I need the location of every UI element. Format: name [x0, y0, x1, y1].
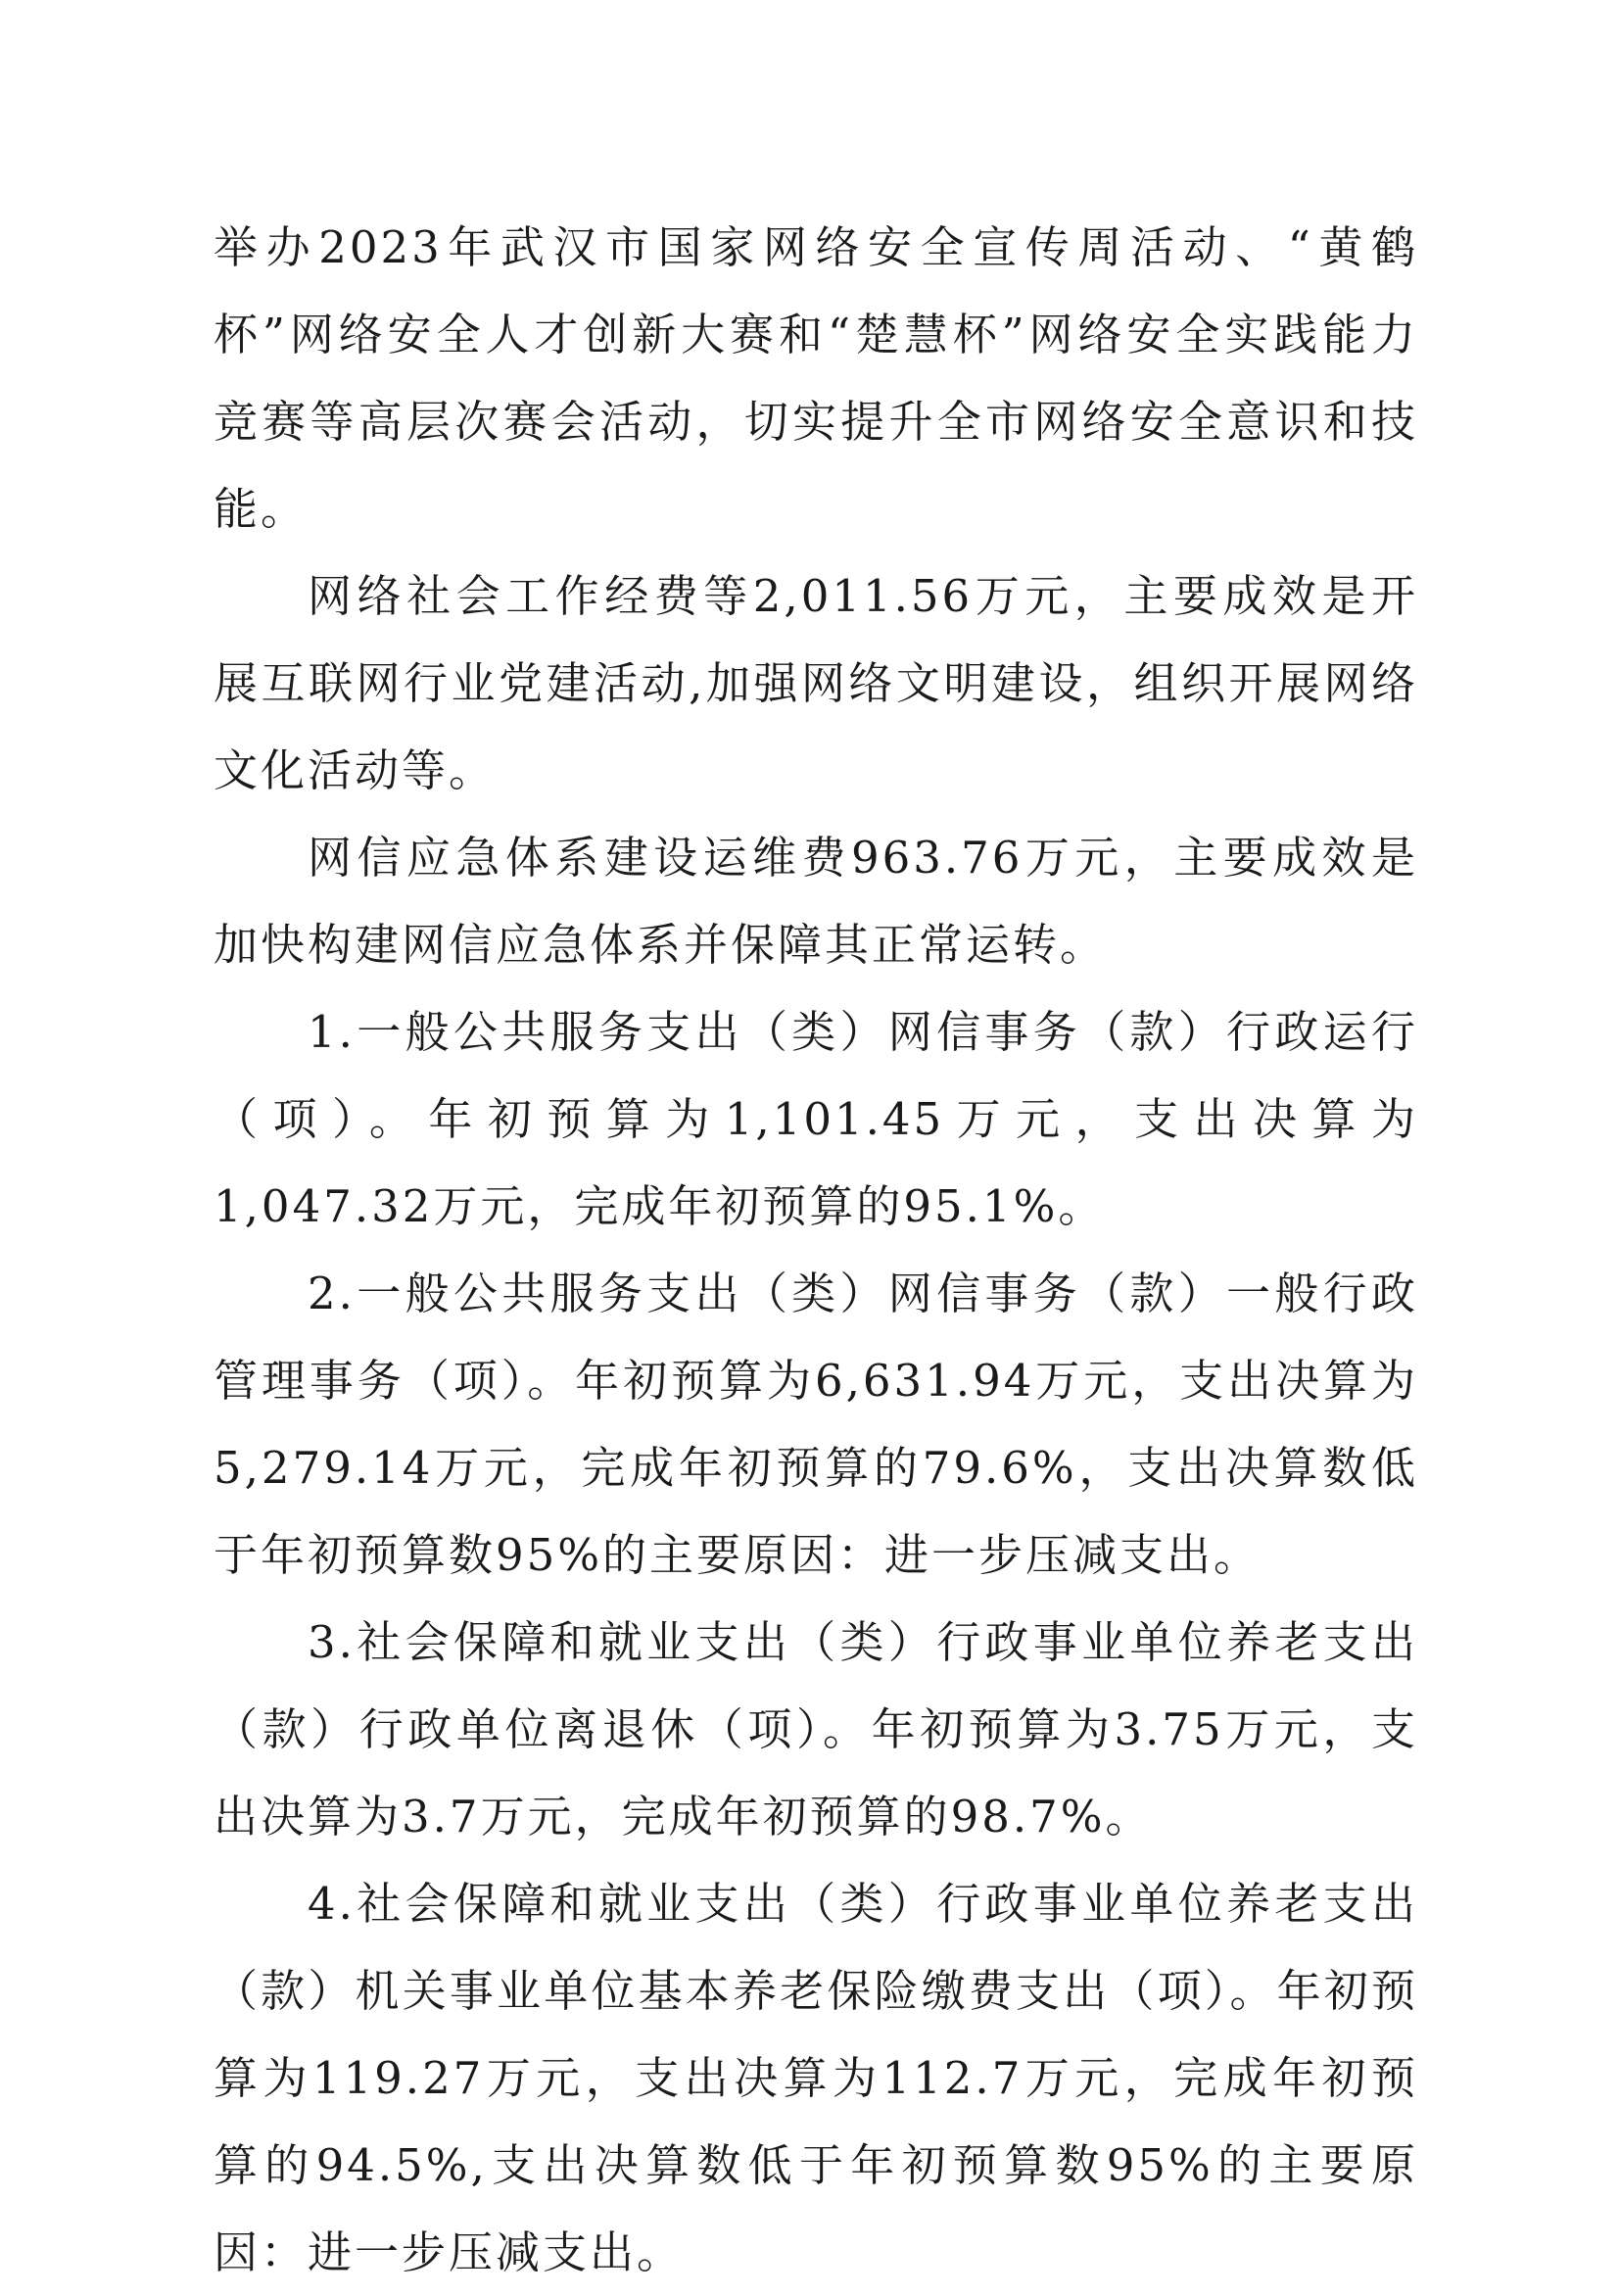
paragraph-item-4-pension-insurance: 4.社会保障和就业支出（类）行政事业单位养老支出（款）机关事业单位基本养老保险缴费支出（项）。年初预算为119.27万元，支出决算为112.7万元，完成年初预算的94.5%,支出决算数低于年初预算数95%的主要原因：进一步压减支出。	[214, 1878, 1418, 2278]
paragraph-emergency-system-funds: 网信应急体系建设运维费963.76万元，主要成效是加快构建网信应急体系并保障其正常运转。	[214, 832, 1418, 971]
paragraph-item-1-administrative-operation: 1.一般公共服务支出（类）网信事务（款）行政运行（项）。年初预算为1,101.45万元，支出决算为1,047.32万元，完成年初预算的95.1%。	[214, 1006, 1418, 1232]
paragraph-item-2-general-administrative-affairs: 2.一般公共服务支出（类）网信事务（款）一般行政管理事务（项）。年初预算为6,631.94万元，支出决算为5,279.14万元，完成年初预算的79.6%，支出决算数低于年初预算数95%的主要原因：进一步压减支出。	[214, 1268, 1418, 1581]
paragraph-network-society-funds: 网络社会工作经费等2,011.56万元，主要成效是开展互联网行业党建活动,加强网络文明建设，组织开展网络文化活动等。	[214, 570, 1418, 796]
paragraph-item-3-retirement: 3.社会保障和就业支出（类）行政事业单位养老支出（款）行政单位离退休（项）。年初预算为3.75万元，支出决算为3.7万元，完成年初预算的98.7%。	[214, 1616, 1418, 1842]
document-body	[214, 204, 1418, 2296]
paragraph-continuation: 举办2023年武汉市国家网络安全宣传周活动、“黄鹤杯”网络安全人才创新大赛和“楚慧杯”网络安全实践能力竞赛等高层次赛会活动，切实提升全市网络安全意识和技能。	[214, 221, 1418, 535]
